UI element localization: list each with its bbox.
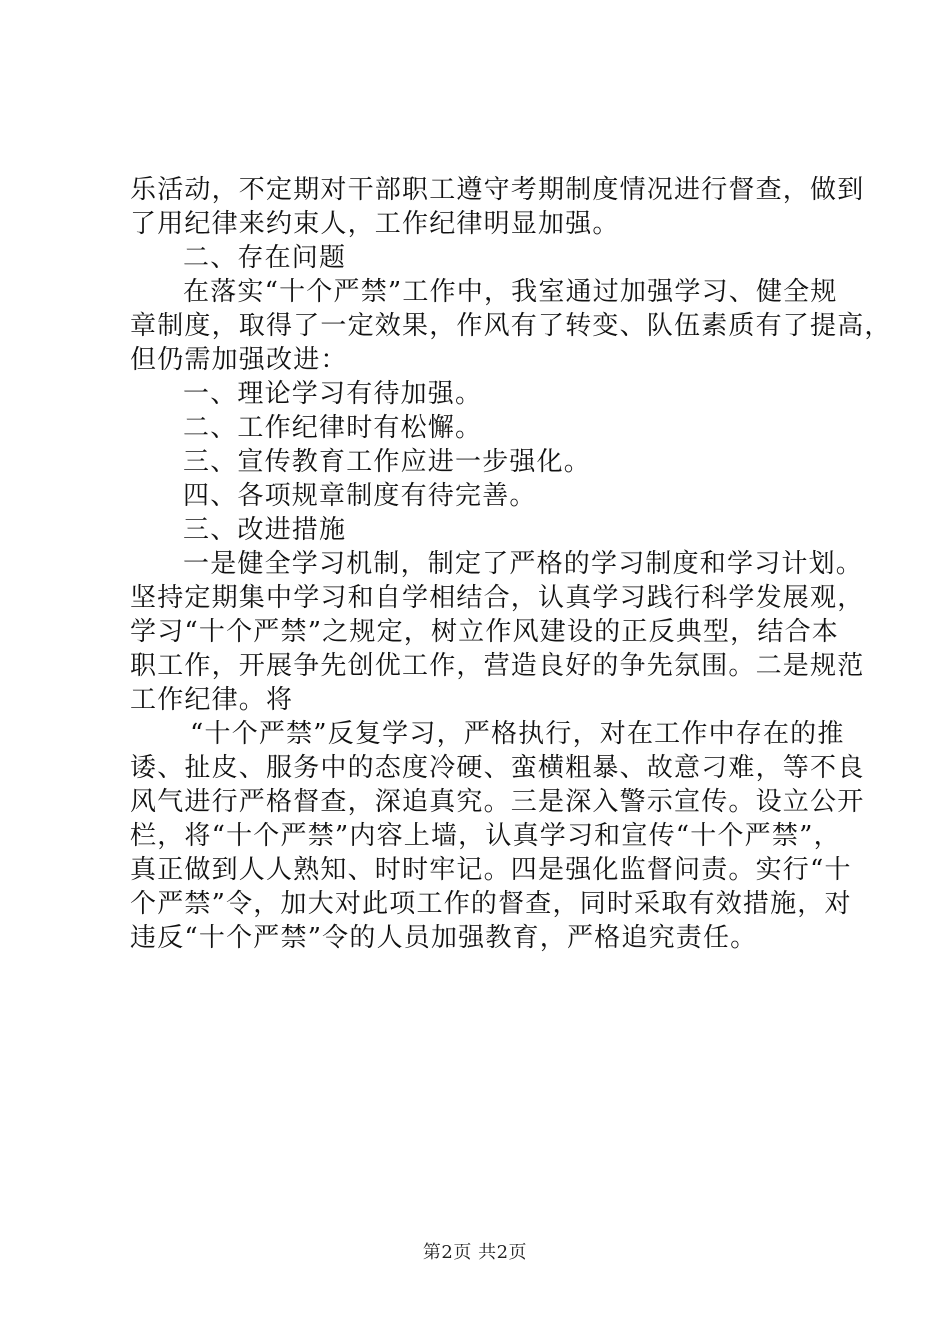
body-text-line: 工作纪律。将 [130, 685, 294, 715]
body-text-line: 违反“十个严禁”令的人员加强教育，严格追究责任。 [130, 923, 758, 953]
body-text-line: 真正做到人人熟知、时时牢记。四是强化监督问责。实行“十 [130, 855, 852, 885]
list-item: 三、宣传教育工作应进一步强化。 [183, 447, 592, 477]
section-heading: 二、存在问题 [183, 243, 347, 273]
body-text-line: 学习“十个严禁”之规定，树立作风建设的正反典型，结合本 [130, 617, 839, 647]
body-text-line: 章制度，取得了一定效果，作风有了转变、队伍素质有了提高， [130, 311, 892, 341]
page-number-footer: 第2页 共2页 [422, 1242, 528, 1263]
body-text-line: 在落实“十个严禁”工作中，我室通过加强学习、健全规 [183, 277, 838, 307]
body-text-line: 诿、扯皮、服务中的态度冷硬、蛮横粗暴、故意刁难，等不良 [130, 753, 865, 783]
list-item: 二、工作纪律时有松懈。 [183, 413, 483, 443]
list-item: 四、各项规章制度有待完善。 [183, 481, 537, 511]
body-text-line: 个严禁”令，加大对此项工作的督查，同时采取有效措施，对 [130, 889, 852, 919]
body-text-line: “十个严禁”反复学习，严格执行，对在工作中存在的推 [190, 719, 845, 749]
list-item: 一、理论学习有待加强。 [183, 379, 483, 409]
body-text-line: 栏，将“十个严禁”内容上墙，认真学习和宣传“十个严禁”， [130, 821, 841, 851]
body-text-line: 但仍需加强改进： [130, 345, 348, 375]
body-text-line: 职工作，开展争先创优工作，营造良好的争先氛围。二是规范 [130, 651, 865, 681]
body-text-line: 乐活动，不定期对干部职工遵守考期制度情况进行督查，做到 [130, 175, 865, 205]
body-text-line: 一是健全学习机制，制定了严格的学习制度和学习计划。 [183, 549, 864, 579]
body-text-line: 风气进行严格督查，深追真究。三是深入警示宣传。设立公开 [130, 787, 865, 817]
body-text-line: 坚持定期集中学习和自学相结合，认真学习践行科学发展观， [130, 583, 865, 613]
section-heading: 三、改进措施 [183, 515, 347, 545]
body-text-line: 了用纪律来约束人，工作纪律明显加强。 [130, 209, 620, 239]
